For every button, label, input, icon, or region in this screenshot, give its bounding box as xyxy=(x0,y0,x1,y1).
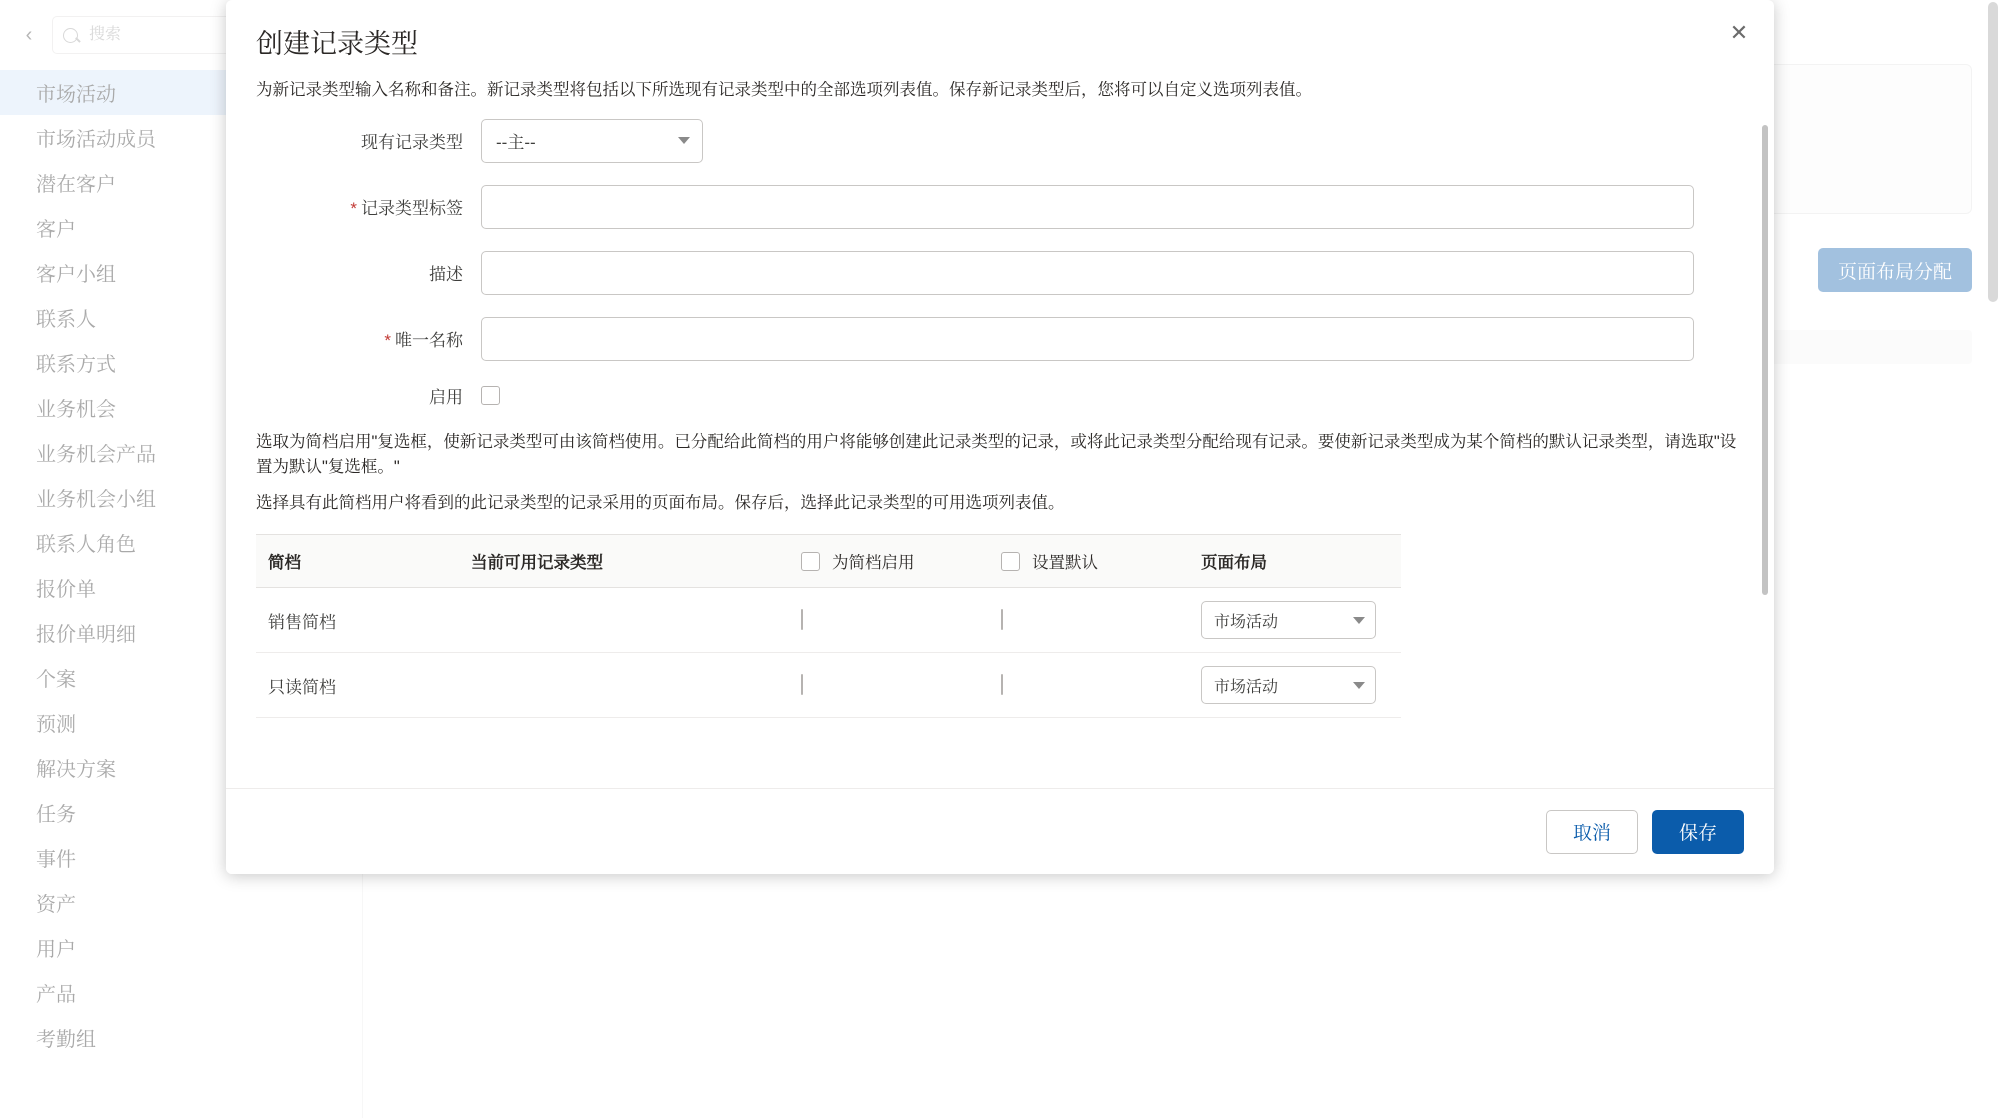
required-asterisk: * xyxy=(350,199,357,219)
row-set-default-checkbox[interactable] xyxy=(1001,674,1003,695)
table-row xyxy=(256,588,1401,653)
existing-type-label: 现有记录类型 xyxy=(361,133,463,153)
note-page-layout: 选择具有此简档用户将看到的此记录类型的记录采用的页面布局。保存后，选择此记录类型的可用选项列表值。 xyxy=(256,494,1065,513)
required-asterisk: * xyxy=(384,331,391,351)
th-profile: 简档 xyxy=(256,535,461,588)
dialog-header xyxy=(226,0,1774,119)
field-row-label xyxy=(256,185,1744,229)
chevron-down-icon xyxy=(1353,617,1365,624)
dialog-title: 创建记录类型 xyxy=(256,29,418,59)
table-row xyxy=(256,653,1401,718)
enable-all-checkbox[interactable] xyxy=(801,552,820,571)
field-row-existing-type xyxy=(256,119,1744,163)
cell-profile: 只读简档 xyxy=(256,653,461,718)
th-enable-label: 为简档启用 xyxy=(832,554,915,573)
dialog-description: 为新记录类型输入名称和备注。新记录类型将包括以下所选现有记录类型中的全部选项列表值。保存新记录类型后，您将可以自定义选项列表值。 xyxy=(256,81,1312,99)
table-header-row xyxy=(256,535,1401,588)
chevron-down-icon xyxy=(678,137,690,144)
create-record-type-dialog xyxy=(226,0,1774,874)
set-default-all-checkbox[interactable] xyxy=(1001,552,1020,571)
dialog-footer xyxy=(226,788,1774,874)
save-button-label: 保存 xyxy=(1678,823,1717,844)
unique-name-label xyxy=(256,326,481,351)
row-enable-checkbox[interactable] xyxy=(801,609,803,630)
cancel-button-label: 取消 xyxy=(1572,823,1611,844)
row-page-layout-value: 市场活动 xyxy=(1214,613,1279,631)
cell-page-layout xyxy=(1191,588,1401,653)
chevron-down-icon xyxy=(1353,682,1365,689)
record-type-label-text: 记录类型标签 xyxy=(361,199,463,219)
cell-profile: 销售简档 xyxy=(256,588,461,653)
profiles-table-head xyxy=(256,535,1401,588)
record-type-label-label xyxy=(256,194,481,219)
row-enable-checkbox[interactable] xyxy=(801,674,803,695)
unique-name-input[interactable] xyxy=(481,317,1694,361)
cell-set-default xyxy=(991,653,1191,718)
dialog-scroll-area xyxy=(256,119,1744,718)
row-page-layout-select[interactable] xyxy=(1201,666,1376,704)
cell-current-types xyxy=(461,653,791,718)
description-label: 描述 xyxy=(429,265,463,285)
save-button[interactable] xyxy=(1652,810,1744,854)
cell-enable xyxy=(791,588,991,653)
row-page-layout-select[interactable] xyxy=(1201,601,1376,639)
th-set-default xyxy=(991,535,1191,588)
profiles-table-body xyxy=(256,588,1401,718)
existing-record-type-value: --主-- xyxy=(496,133,536,153)
profiles-table xyxy=(256,534,1401,718)
th-current-types: 当前可用记录类型 xyxy=(461,535,791,588)
unique-name-label-text: 唯一名称 xyxy=(395,331,463,351)
close-icon[interactable]: ✕ xyxy=(1729,20,1749,45)
field-row-active xyxy=(256,383,1744,408)
page-scrollbar[interactable] xyxy=(1988,2,1998,302)
th-enable xyxy=(791,535,991,588)
row-set-default-checkbox[interactable] xyxy=(1001,609,1003,630)
field-row-unique-name xyxy=(256,317,1744,361)
active-label: 启用 xyxy=(429,387,463,407)
cell-enable xyxy=(791,653,991,718)
existing-record-type-select[interactable] xyxy=(481,119,703,163)
cancel-button[interactable] xyxy=(1546,810,1638,854)
description-input[interactable] xyxy=(481,251,1694,295)
active-checkbox[interactable] xyxy=(481,386,500,405)
record-type-label-input[interactable] xyxy=(481,185,1694,229)
field-row-description xyxy=(256,251,1744,295)
th-page-layout: 页面布局 xyxy=(1191,535,1401,588)
cell-set-default xyxy=(991,588,1191,653)
dialog-scrollbar[interactable] xyxy=(1762,125,1768,595)
dialog-body xyxy=(226,119,1774,788)
note-profile-enable: 选取为简档启用"复选框，使新记录类型可由该简档使用。已分配给此简档的用户将能够创建此记录类型的记录，或将此记录类型分配给现有记录。要使新记录类型成为某个简档的默认记录类型，请选取"设置为默认"复选框。" xyxy=(256,432,1737,476)
cell-page-layout xyxy=(1191,653,1401,718)
cell-current-types xyxy=(461,588,791,653)
th-set-default-label: 设置默认 xyxy=(1032,554,1098,573)
row-page-layout-value: 市场活动 xyxy=(1214,678,1279,696)
